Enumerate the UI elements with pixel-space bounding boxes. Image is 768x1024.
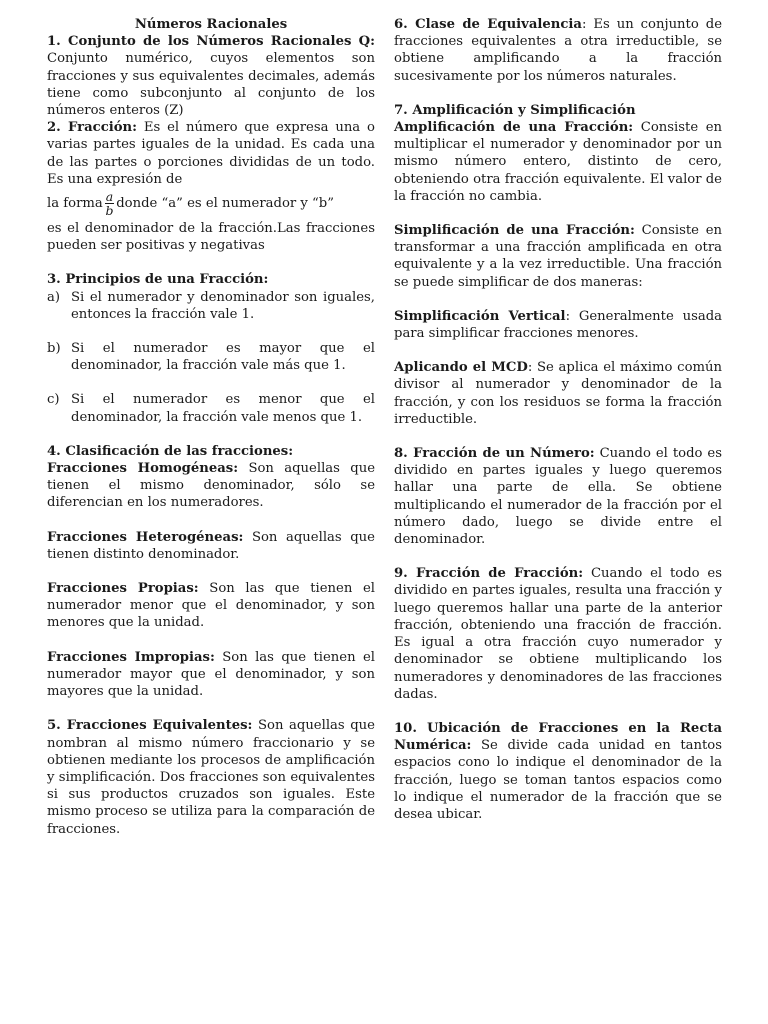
- vertical-simplification-text: : Generalmente usada para simplificar fracciones menores.: [394, 308, 722, 342]
- simplification-label: Simplificación de una Fracción:: [394, 223, 635, 239]
- improper-fractions: [47, 649, 375, 701]
- section-2-text: Es el número que expresa una o varias partes iguales de la unidad. Es cada una de las partes o porciones divididas de un todo. Es una expresión de: [47, 120, 375, 187]
- amplification-text: Consiste en multiplicar el numerador y denominador por un mismo número entero, distinto de cero, obteniendo otra fracción equivalente. El valor de la fracción no cambia.: [394, 120, 723, 204]
- page-title: Números Racionales: [134, 17, 288, 32]
- list-item: [47, 340, 375, 374]
- section-9: [394, 565, 722, 703]
- proper-text: Son las que tienen el numerador menor que el denominador, y son menores que la unidad.: [47, 581, 375, 631]
- section-8-heading: 8. Fracción de un Número:: [394, 446, 595, 462]
- heterogeneous-text: Son aquellas que tienen distinto denominador.: [47, 529, 375, 562]
- homogeneous-label: Fracciones Homogéneas:: [47, 461, 239, 477]
- section-10-text: Se divide cada unidad en tantos espacios cono lo indique el denominador de la fracción, luego se toman tantos espacios como lo indique el numerador de la fracción que se desea ubicar.: [394, 738, 722, 822]
- section-2-formula-line: [47, 188, 375, 220]
- heterogeneous-label: Fracciones Heterogéneas:: [47, 529, 244, 545]
- left-column: [47, 16, 375, 838]
- section-7-heading: [394, 102, 722, 119]
- vertical-simplification-label: Simplificación Vertical: [394, 308, 566, 324]
- section-5-text: Son aquellas que nombran al mismo número fraccionario y se obtienen mediante los procesos de amplificación y simplificación. Dos fracciones son equivalentes si sus productos cruzados son iguales. Este mismo proceso se utiliza para la comparación de fracciones.: [47, 718, 375, 837]
- mcd-simplification: [394, 359, 722, 428]
- list-item-text: Si el numerador es mayor que el denominador, la fracción vale más que 1.: [71, 341, 375, 374]
- list-item-text: Si el numerador y denominador son iguales, entonces la fracción vale 1.: [71, 289, 375, 322]
- proper-fractions: [47, 580, 375, 632]
- section-6: [394, 16, 722, 85]
- fraction-denominator: b: [105, 203, 114, 219]
- section-1-text: Conjunto numérico, cuyos elementos son fracciones y sus equivalentes decimales, además tiene como subconjunto al conjunto de los números enteros (Z): [47, 51, 375, 119]
- section-2-heading: 2. Fracción:: [47, 120, 137, 136]
- mcd-label: Aplicando el MCD: [394, 360, 528, 376]
- improper-text: Son las que tienen el numerador mayor que el denominador, y son mayores que la unidad.: [47, 649, 375, 700]
- section-4-heading-text: 4. Clasificación de las fracciones:: [47, 443, 294, 459]
- section-5: [47, 717, 375, 837]
- section-2-text-end: es el denominador de la fracción.Las fracciones pueden ser positivas y negativas: [47, 221, 375, 254]
- simplification-text: Consiste en transformar a una fracción amplificada en otra equivalente y a la vez irreductible. Una fracción se puede simplificar de dos maneras:: [394, 223, 722, 290]
- section-10-heading: 10. Ubicación de Fracciones en la Recta Numérica:: [394, 720, 722, 754]
- list-item-text: Si el numerador es menor que el denominador, la fracción vale menos que 1.: [71, 392, 375, 425]
- amplification: [394, 119, 722, 205]
- mcd-text: : Se aplica el máximo común divisor al numerador y denominador de la fracción, y con los residuos se forma la fracción irreductible.: [394, 360, 722, 427]
- simplification: [394, 222, 722, 291]
- list-marker: b): [47, 341, 61, 357]
- section-5-heading: 5. Fracciones Equivalentes:: [47, 718, 253, 734]
- section-10: [394, 720, 722, 823]
- section-3-heading: [47, 271, 375, 288]
- section-4-heading: [47, 443, 375, 460]
- fraction-numerator: a: [105, 189, 114, 205]
- section-6-text: : Es un conjunto de fracciones equivalentes a otra irreductible, se obtiene amplificando a la fracción sucesivamente por los números naturales.: [394, 17, 722, 84]
- formula-lead: la forma: [47, 196, 103, 212]
- list-marker: a): [47, 289, 61, 305]
- fraction-a-over-b: [105, 190, 114, 217]
- section-3-heading-text: 3. Principios de una Fracción:: [47, 272, 269, 288]
- vertical-simplification: [394, 308, 722, 342]
- proper-label: Fracciones Propias:: [47, 581, 199, 597]
- section-9-heading: 9. Fracción de Fracción:: [394, 566, 584, 582]
- section-1-heading: 1. Conjunto de los Números Racionales Q:: [47, 34, 375, 50]
- section-7-heading-text: 7. Amplificación y Simplificación: [394, 102, 636, 118]
- homogeneous-fractions: [47, 460, 375, 512]
- section-6-heading: 6. Clase de Equivalencia: [394, 17, 582, 32]
- section-2: [47, 119, 375, 188]
- list-item: [47, 289, 375, 323]
- section-8: [394, 445, 722, 548]
- section-1: [47, 33, 375, 119]
- amplification-label: Amplificación de una Fracción:: [394, 120, 634, 136]
- section-9-text: Cuando el todo es dividido en partes iguales, resulta una fracción y luego queremos hallar una parte de la anterior fracción, obteniendo una fracción de fracción. Es igual a otra fracción cuyo numerador y denominador se obtiene multiplicando los numeradores y denominadores de las fracciones dadas.: [394, 566, 722, 702]
- heterogeneous-fractions: [47, 529, 375, 563]
- list-marker: c): [47, 392, 60, 408]
- right-column: [394, 16, 722, 823]
- formula-tail: donde “a” es el numerador y “b”: [116, 196, 334, 212]
- homogeneous-text: Son aquellas que tienen el mismo denominador, sólo se diferencian en los numeradores.: [47, 461, 375, 511]
- principles-list: [47, 289, 375, 426]
- list-item: [47, 391, 375, 425]
- improper-label: Fracciones Impropias:: [47, 649, 215, 665]
- section-8-text: Cuando el todo es dividido en partes iguales y luego queremos hallar una parte de ella. Se obtiene multiplicando el numerador de la fracción por el número dado, luego se divide entre el denominador.: [394, 446, 722, 548]
